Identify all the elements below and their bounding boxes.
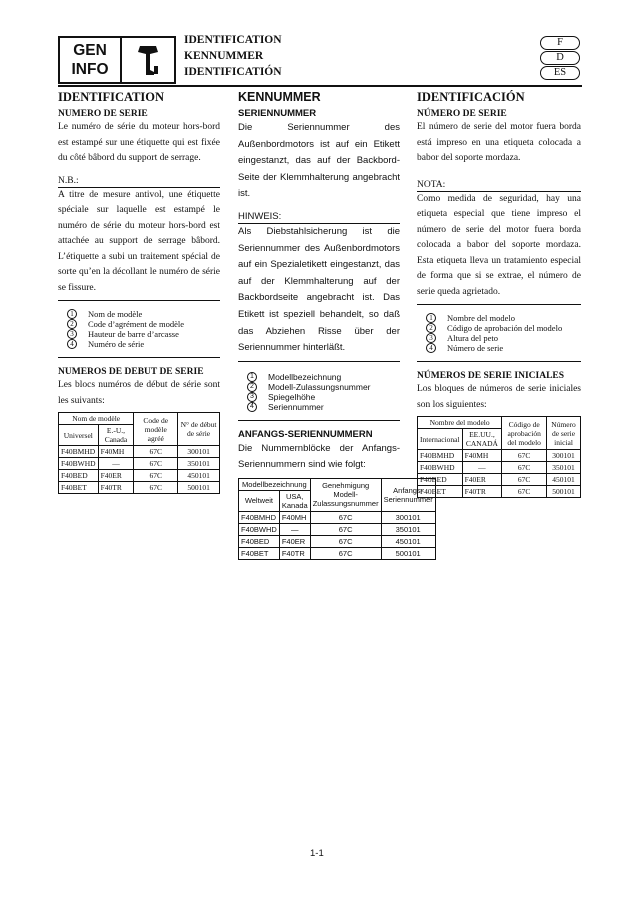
serial-text: Le numéro de série du moteur hors-bord est estampé sur une étiquette qui est fixée du côté bâbord du support de serrage. — [58, 122, 220, 163]
legend-divider — [238, 420, 400, 421]
legend-item: 4 Número de serie — [425, 343, 581, 353]
col-header-code: Code de modèle agréé — [134, 413, 178, 446]
legend-item: 3 Spiegelhöhe — [246, 392, 400, 402]
col-header-model: Nombre del modelo — [418, 417, 502, 429]
chapter-label — [60, 38, 122, 82]
col-header-region: E.-U., Canada — [98, 425, 134, 446]
table-row: F40BET F40TR 67C 500101 — [59, 482, 220, 494]
table-header-row — [59, 413, 220, 425]
number-3-icon: 3 — [66, 329, 78, 339]
serial-table — [238, 478, 436, 560]
col-header-start: Número de serie inicial — [547, 417, 581, 450]
legend-item: 2 Modell-Zulassungsnummer — [246, 382, 400, 392]
header-title-fr: IDENTIFICATION — [184, 34, 282, 46]
col-header-start: N° de début de série — [178, 413, 220, 446]
table-row: F40BED F40ER 67C 450101 — [59, 470, 220, 482]
starting-serial-heading: NÚMEROS DE SERIE INICIALES — [417, 371, 565, 381]
header-titles — [184, 32, 282, 80]
number-4-icon: 4 — [246, 402, 258, 412]
serial-text: Die Seriennummer des Außenbordmotors ist auf ein Etikett eingestanzt, das auf der Backbord-Seite der Klemmhalterung angebracht ist. — [238, 122, 400, 200]
language-badge-es: ES — [540, 66, 580, 80]
chapter-label-line1: GEN — [73, 42, 107, 59]
page-number: 1-1 — [310, 848, 324, 859]
number-3-icon: 3 — [425, 333, 437, 343]
legend-item: 1 Nom de modèle — [66, 309, 220, 319]
col-header-universal: Internacional — [418, 429, 463, 450]
section-heading: IDENTIFICATION — [58, 90, 165, 104]
legend-item: 1 Nombre del modelo — [425, 313, 581, 323]
parts-legend — [425, 313, 581, 353]
serial-heading: NUMERO DE SERIE — [58, 109, 148, 119]
column-spanish — [417, 88, 581, 498]
table-row: F40BWHD — 67C 350101 — [239, 523, 436, 535]
legend-item: 3 Hauteur de barre d’arcasse — [66, 329, 220, 339]
serial-text: El número de serie del motor fuera borda está impreso en una etiqueta colocada a babor del soporte mordaza. — [417, 122, 581, 163]
note-label: HINWEIS: — [238, 211, 400, 224]
col-header-model: Modellbezeichnung — [239, 478, 311, 490]
number-4-icon: 4 — [66, 339, 78, 349]
number-2-icon: 2 — [66, 319, 78, 329]
column-french — [58, 88, 220, 494]
col-header-code: Código de aprobación del modelo — [502, 417, 547, 450]
legend-item: 2 Código de aprobación del modelo — [425, 323, 581, 333]
language-badge-d: D — [540, 51, 580, 65]
note-text: Als Diebstahlsicherung ist die Seriennummer des Außenbordmotors auf ein Spezialetikett eingestanzt, das auf der Klemmhalterung auf der Backbordseite angebracht ist. Das Etikett ist speziell behandelt, so daß das Abziehen Risse über der Seriennummer hinterläßt. — [238, 225, 400, 354]
chapter-label-line2: INFO — [71, 61, 109, 78]
starting-serial-text: Die Nummernblöcke der Anfangs-Seriennummern sind wie folgt: — [238, 442, 400, 471]
note-label: NOTA: — [417, 179, 581, 192]
parts-legend — [246, 372, 400, 412]
table-row: F40BED F40ER 67C 450101 — [239, 535, 436, 547]
table-row: F40BMHD F40MH 67C 300101 — [59, 446, 220, 458]
starting-serial-heading: NUMEROS DE DEBUT DE SERIE — [58, 367, 204, 377]
serial-heading: SERIENNUMMER — [238, 108, 317, 119]
table-row: F40BWHD — 67C 350101 — [418, 462, 581, 474]
note-divider — [58, 300, 220, 301]
table-row: F40BWHD — 67C 350101 — [59, 458, 220, 470]
note-label: N.B.: — [58, 175, 220, 188]
number-3-icon: 3 — [246, 392, 258, 402]
number-1-icon: 1 — [246, 372, 258, 382]
table-row: F40BMHD F40MH 67C 300101 — [239, 511, 436, 523]
legend-divider — [417, 361, 581, 362]
serial-table — [417, 416, 581, 498]
number-1-icon: 1 — [425, 313, 437, 323]
note-text: A titre de mesure antivol, une étiquette spéciale sur laquelle est estampé le numéro de série du moteur hors-bord est attachée au support de serrage bâbord. L’étiquette a subi un traitement spécial de sorte qu’en la décollant le numéro de série se fissure. — [58, 189, 220, 293]
language-badge-f: F — [540, 36, 580, 50]
chapter-box — [58, 36, 176, 84]
col-header-universal: Weltweit — [239, 490, 280, 511]
table-row: F40BET F40TR 67C 500101 — [239, 547, 436, 559]
col-header-code: Genehmigung Modell-Zulassungsnummer — [310, 478, 381, 511]
table-row: F40BMHD F40MH 67C 300101 — [418, 450, 581, 462]
legend-divider — [58, 357, 220, 358]
section-heading: IDENTIFICACIÓN — [417, 90, 525, 104]
outboard-motor-icon — [122, 38, 174, 82]
serial-table — [58, 412, 220, 494]
table-row: F40BED F40ER 67C 450101 — [418, 474, 581, 486]
serial-heading: NÚMERO DE SERIE — [417, 109, 507, 119]
col-header-model: Nom de modèle — [59, 413, 134, 425]
legend-item: 4 Numéro de série — [66, 339, 220, 349]
note-text: Como medida de seguridad, hay una etiqueta especial que tiene impreso el número de serie del motor fuera borda colocada a babor del soporte mordaza. Esta etiqueta lleva un tratamiento especial de forma que si se extrae, el número de serie queda agrietado. — [417, 193, 581, 297]
header-title-de: KENNUMMER — [184, 50, 264, 62]
legend-item: 2 Code d’agrément de modèle — [66, 319, 220, 329]
number-2-icon: 2 — [246, 382, 258, 392]
note-divider — [417, 304, 581, 305]
legend-item: 4 Seriennummer — [246, 402, 400, 412]
header-divider — [58, 85, 582, 87]
legend-item: 3 Altura del peto — [425, 333, 581, 343]
number-4-icon: 4 — [425, 343, 437, 353]
table-row: F40BET F40TR 67C 500101 — [418, 486, 581, 498]
col-header-region: USA, Kanada — [279, 490, 310, 511]
starting-serial-text: Les blocs numéros de début de série sont les suivants: — [58, 380, 220, 406]
number-1-icon: 1 — [66, 309, 78, 319]
number-2-icon: 2 — [425, 323, 437, 333]
starting-serial-text: Los bloques de números de serie iniciales son los siguientes: — [417, 384, 581, 410]
section-heading: KENNUMMER — [238, 90, 321, 104]
note-divider — [238, 361, 400, 362]
table-header-row — [239, 478, 436, 490]
col-header-region: EE.UU., CANADÁ — [462, 429, 502, 450]
table-header-row — [418, 417, 581, 429]
starting-serial-heading: ANFANGS-SERIENNUMMERN — [238, 428, 373, 440]
header-title-es: IDENTIFICATIÓN — [184, 66, 282, 78]
col-header-universal: Universel — [59, 425, 99, 446]
parts-legend — [66, 309, 220, 349]
legend-item: 1 Modellbezeichnung — [246, 372, 400, 382]
col-header-start: Anfangs-Seriennummer — [381, 478, 435, 511]
